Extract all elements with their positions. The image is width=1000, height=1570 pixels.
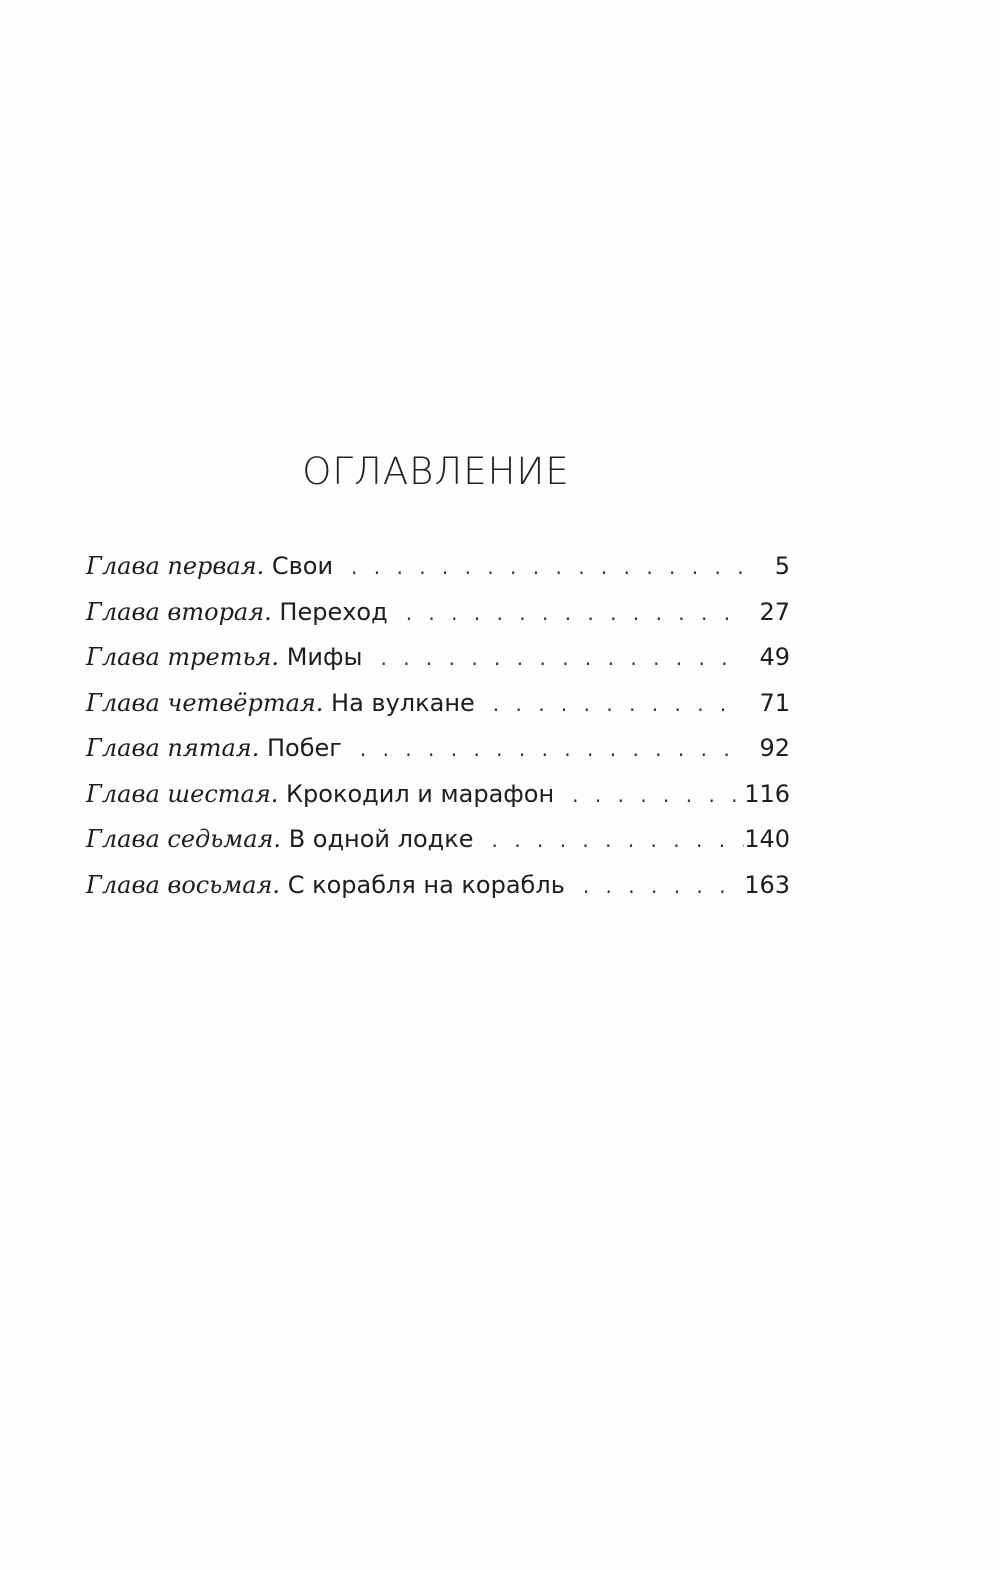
page-number: 49 (759, 643, 790, 671)
dot-leader (380, 646, 744, 670)
toc-entry (86, 598, 790, 644)
toc-list (86, 552, 790, 916)
chapter-title: Мифы (286, 643, 363, 671)
chapter-title: Побег (266, 734, 342, 762)
toc-entry (86, 780, 790, 826)
toc-entry (86, 643, 790, 689)
toc-entry-text (86, 825, 492, 853)
page-number: 140 (744, 825, 790, 853)
chapter-number: Глава четвёртая. (86, 688, 324, 717)
chapter-title: Свои (271, 552, 334, 580)
page-number: 27 (759, 597, 790, 626)
toc-entry-text (86, 689, 493, 717)
toc-entry-text (86, 871, 583, 899)
dot-leader (360, 737, 744, 761)
dot-leader (406, 601, 744, 625)
toc-entry-text (86, 643, 380, 671)
chapter-number: Глава пятая. (86, 734, 260, 762)
chapter-title: Крокодил и марафон (286, 779, 555, 808)
chapter-number: Глава седьмая. (86, 825, 282, 853)
toc-entry-text (86, 780, 572, 808)
toc-title: ОГЛАВЛЕНИЕ (302, 450, 570, 493)
chapter-number: Глава третья. (86, 643, 280, 671)
page-number: 163 (744, 870, 790, 899)
chapter-title: С корабля на корабль (287, 870, 565, 899)
chapter-number: Глава первая. (86, 552, 265, 580)
chapter-number: Глава вторая. (86, 597, 272, 626)
page-number: 71 (759, 688, 790, 717)
page-number: 116 (744, 779, 790, 808)
chapter-title: На вулкане (331, 688, 475, 717)
chapter-title: В одной лодке (288, 825, 474, 853)
toc-entry-text (86, 734, 360, 762)
dot-leader (351, 555, 744, 579)
page-number: 92 (759, 734, 790, 762)
chapter-number: Глава шестая. (86, 779, 279, 808)
toc-entry (86, 689, 790, 735)
toc-entry (86, 825, 790, 871)
toc-entry (86, 871, 790, 917)
chapter-number: Глава восьмая. (86, 870, 281, 899)
toc-entry (86, 734, 790, 780)
toc-entry-text (86, 598, 406, 626)
dot-leader (492, 828, 744, 852)
dot-leader (493, 692, 744, 716)
dot-leader (583, 874, 744, 898)
dot-leader (572, 783, 744, 807)
page-number: 5 (774, 552, 790, 580)
toc-entry-text (86, 552, 351, 580)
toc-entry (86, 552, 790, 598)
chapter-title: Переход (279, 597, 388, 626)
